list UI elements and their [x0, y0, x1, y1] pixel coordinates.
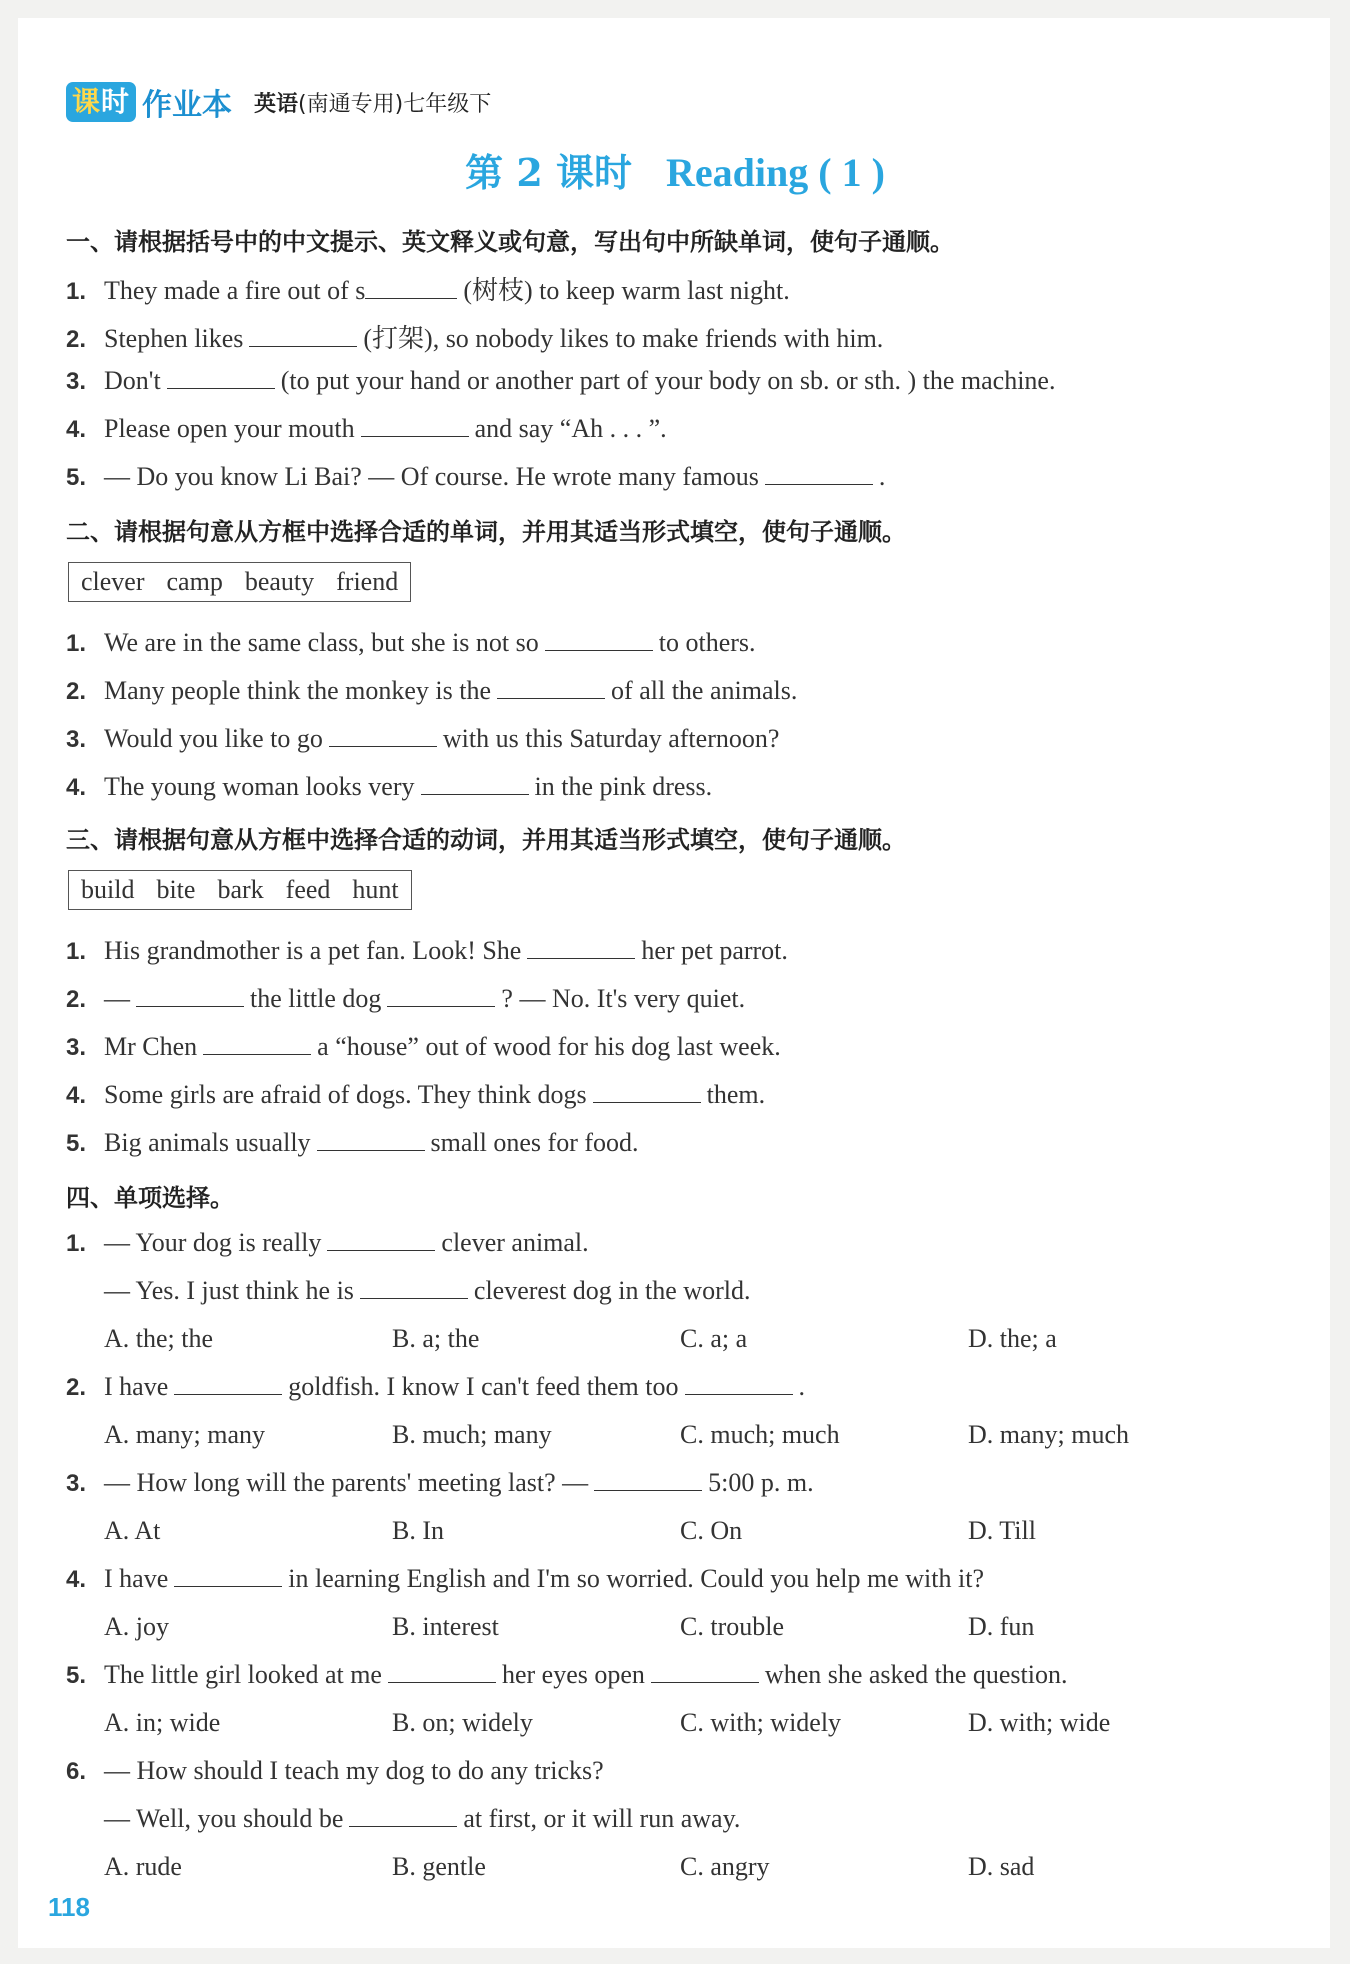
item-text: to others.	[658, 628, 756, 657]
s4-q1-line2	[104, 1276, 750, 1306]
option-a[interactable]: A. At	[104, 1516, 161, 1545]
s3-item-2	[66, 984, 745, 1014]
item-text: ? — No. It's very quiet.	[501, 984, 746, 1013]
logo-text: 作业本	[142, 88, 233, 123]
item-text: when she asked the question.	[764, 1660, 1068, 1689]
subject-grade: (南通专用)七年级下	[298, 91, 492, 117]
word-option: build	[81, 875, 135, 904]
logo-char-2: 时	[101, 85, 131, 118]
item-number: 5.	[66, 464, 87, 491]
option-b[interactable]: B. a; the	[392, 1324, 480, 1353]
option-b[interactable]: B. interest	[392, 1612, 499, 1641]
item-text: Mr Chen	[104, 1032, 198, 1061]
item-text: — Well, you should be	[104, 1804, 344, 1833]
section-2-heading: 二、请根据句意从方框中选择合适的单词，并用其适当形式填空，使句子通顺。	[66, 518, 906, 546]
item-number: 4.	[66, 1566, 87, 1593]
item-number: 3.	[66, 1470, 87, 1497]
s4-q2	[66, 1372, 805, 1402]
item-number: 1.	[66, 938, 87, 965]
option-a[interactable]: A. many; many	[104, 1420, 266, 1449]
option-a[interactable]: A. the; the	[104, 1324, 214, 1353]
item-number: 5.	[66, 1130, 87, 1157]
answer-blank[interactable]	[361, 415, 469, 437]
option-d[interactable]: D. many; much	[968, 1420, 1130, 1449]
s2-item-4	[66, 772, 712, 802]
item-number: 6.	[66, 1758, 87, 1785]
item-text: — Yes. I just think he is	[104, 1276, 354, 1305]
item-text: (树枝) to keep warm last night.	[463, 276, 790, 305]
option-b[interactable]: B. gentle	[392, 1852, 486, 1881]
item-text: a “house” out of wood for his dog last week.	[317, 1032, 781, 1061]
word-bank-3	[68, 870, 412, 910]
item-text: — How should I teach my dog to do any tricks?	[104, 1756, 604, 1785]
s4-q1	[66, 1228, 589, 1258]
item-text: goldfish. I know I can't feed them too	[288, 1372, 679, 1401]
subject-name: 英语	[254, 91, 299, 117]
item-text: at first, or it will run away.	[463, 1804, 741, 1833]
header	[66, 80, 491, 124]
option-a[interactable]: A. in; wide	[104, 1708, 221, 1737]
item-text: Some girls are afraid of dogs. They think dogs	[104, 1080, 587, 1109]
item-number: 2.	[66, 1374, 87, 1401]
option-c[interactable]: C. a; a	[680, 1324, 748, 1353]
item-text: cleverest dog in the world.	[473, 1276, 751, 1305]
answer-blank[interactable]	[174, 1373, 282, 1395]
answer-blank[interactable]	[593, 1081, 701, 1103]
answer-blank[interactable]	[388, 1661, 496, 1683]
s1-item-1	[66, 270, 790, 307]
option-d[interactable]: D. sad	[968, 1852, 1035, 1881]
s4-q5	[66, 1660, 1067, 1690]
answer-blank[interactable]	[249, 325, 357, 347]
word-option: beauty	[244, 567, 315, 596]
s2-item-3	[66, 724, 779, 754]
item-number: 1.	[66, 1230, 87, 1257]
option-b[interactable]: B. In	[392, 1516, 444, 1545]
item-text: Stephen likes	[104, 324, 244, 353]
s3-item-3	[66, 1032, 781, 1062]
item-text: .	[878, 462, 886, 491]
subject-label	[254, 87, 491, 118]
item-number: 1.	[66, 630, 87, 657]
item-text: The little girl looked at me	[104, 1660, 382, 1689]
option-c[interactable]: C. with; widely	[680, 1708, 842, 1737]
item-number: 4.	[66, 774, 87, 801]
worksheet-page	[18, 18, 1330, 1948]
option-a[interactable]: A. joy	[104, 1612, 169, 1641]
answer-blank[interactable]	[685, 1373, 793, 1395]
item-text: His grandmother is a pet fan. Look! She	[104, 936, 522, 965]
lesson-name: Reading ( 1 )	[666, 150, 885, 195]
brand-logo	[66, 80, 232, 124]
word-option: hunt	[352, 875, 399, 904]
item-text: 5:00 p. m.	[708, 1468, 814, 1497]
option-c[interactable]: C. angry	[680, 1852, 770, 1881]
option-d[interactable]: D. the; a	[968, 1324, 1057, 1353]
item-number: 4.	[66, 1082, 87, 1109]
item-text: the little dog	[250, 984, 382, 1013]
page-number: 118	[48, 1892, 90, 1922]
answer-blank[interactable]	[317, 1129, 425, 1151]
s2-item-1	[66, 628, 756, 658]
item-text: her eyes open	[501, 1660, 645, 1689]
item-text: them.	[706, 1080, 766, 1109]
option-d[interactable]: D. fun	[968, 1612, 1035, 1641]
word-option: clever	[81, 567, 145, 596]
item-number: 3.	[66, 726, 87, 753]
word-option: friend	[336, 567, 399, 596]
item-text: .	[798, 1372, 806, 1401]
item-number: 2.	[66, 678, 87, 705]
s3-item-5	[66, 1128, 639, 1158]
word-option: bite	[156, 875, 196, 904]
item-text: I have	[104, 1372, 169, 1401]
item-text: The young woman looks very	[104, 772, 415, 801]
word-option: feed	[285, 875, 331, 904]
s1-item-3	[66, 366, 1055, 396]
item-text: with us this Saturday afternoon?	[442, 724, 780, 753]
answer-blank[interactable]	[765, 463, 873, 485]
lesson-number: 第 2 课时	[465, 150, 632, 195]
option-b[interactable]: B. much; many	[392, 1420, 552, 1449]
answer-blank[interactable]	[651, 1661, 759, 1683]
item-number: 4.	[66, 416, 87, 443]
s4-q4	[66, 1564, 984, 1594]
s1-item-5	[66, 462, 885, 492]
item-text: (to put your hand or another part of your body on sb. or sth. ) the machine.	[280, 366, 1056, 395]
s3-item-1	[66, 936, 788, 966]
item-text: of all the animals.	[611, 676, 798, 705]
option-c[interactable]: C. trouble	[680, 1612, 784, 1641]
answer-blank[interactable]	[360, 1277, 468, 1299]
s4-q6	[66, 1756, 604, 1786]
option-c[interactable]: C. On	[680, 1516, 743, 1545]
s4-q6-line2	[104, 1804, 740, 1834]
item-number: 2.	[66, 986, 87, 1013]
item-number: 2.	[66, 326, 87, 353]
s4-q3	[66, 1468, 814, 1498]
item-text: — Do you know Li Bai? — Of course. He wrote many famous	[104, 462, 759, 491]
answer-blank[interactable]	[174, 1565, 282, 1587]
item-text: I have	[104, 1564, 169, 1593]
answer-blank[interactable]	[545, 629, 653, 651]
item-text: Many people think the monkey is the	[104, 676, 492, 705]
word-bank-2	[68, 562, 411, 602]
item-text: Big animals usually	[104, 1128, 311, 1157]
item-text: small ones for food.	[430, 1128, 639, 1157]
answer-blank[interactable]	[203, 1033, 311, 1055]
item-text: her pet parrot.	[641, 936, 788, 965]
option-d[interactable]: D. with; wide	[968, 1708, 1111, 1737]
item-text: in learning English and I'm so worried. Could you help me with it?	[288, 1564, 984, 1593]
s2-item-2	[66, 676, 797, 706]
answer-blank[interactable]	[387, 985, 495, 1007]
option-c[interactable]: C. much; much	[680, 1420, 840, 1449]
item-text: (打架), so nobody likes to make friends with him.	[363, 324, 884, 353]
item-text: and say “Ah . . . ”.	[474, 414, 667, 443]
section-3-heading: 三、请根据句意从方框中选择合适的动词，并用其适当形式填空，使句子通顺。	[66, 826, 906, 854]
s1-item-4	[66, 414, 667, 444]
word-option: bark	[217, 875, 264, 904]
item-text: Would you like to go	[104, 724, 323, 753]
item-number: 5.	[66, 1662, 87, 1689]
section-1-heading: 一、请根据括号中的中文提示、英文释义或句意，写出句中所缺单词，使句子通顺。	[66, 228, 954, 256]
s1-item-2	[66, 318, 883, 355]
section-4-heading: 四、单项选择。	[66, 1184, 234, 1212]
item-text: — Your dog is really	[104, 1228, 322, 1257]
item-number: 3.	[66, 368, 87, 395]
answer-blank[interactable]	[136, 985, 244, 1007]
option-b[interactable]: B. on; widely	[392, 1708, 533, 1737]
answer-blank[interactable]	[167, 367, 275, 389]
item-number: 3.	[66, 1034, 87, 1061]
item-number: 1.	[66, 278, 87, 305]
item-text: They made a fire out of s	[104, 276, 366, 305]
item-text: We are in the same class, but she is not so	[104, 628, 539, 657]
answer-blank[interactable]	[365, 277, 457, 299]
answer-blank[interactable]	[594, 1469, 702, 1491]
item-text: Please open your mouth	[104, 414, 355, 443]
s3-item-4	[66, 1080, 765, 1110]
logo-badge	[66, 82, 136, 122]
answer-blank[interactable]	[327, 1229, 435, 1251]
answer-blank[interactable]	[421, 773, 529, 795]
logo-char-1: 课	[72, 85, 102, 118]
answer-blank[interactable]	[329, 725, 437, 747]
option-a[interactable]: A. rude	[104, 1852, 182, 1881]
answer-blank[interactable]	[497, 677, 605, 699]
item-text: —	[104, 984, 130, 1013]
lesson-title	[0, 142, 1350, 197]
option-d[interactable]: D. Till	[968, 1516, 1036, 1545]
answer-blank[interactable]	[527, 937, 635, 959]
item-text: clever animal.	[441, 1228, 589, 1257]
answer-blank[interactable]	[349, 1805, 457, 1827]
item-text: — How long will the parents' meeting last? —	[104, 1468, 589, 1497]
item-text: Don't	[104, 366, 161, 395]
word-option: camp	[166, 567, 223, 596]
item-text: in the pink dress.	[534, 772, 713, 801]
